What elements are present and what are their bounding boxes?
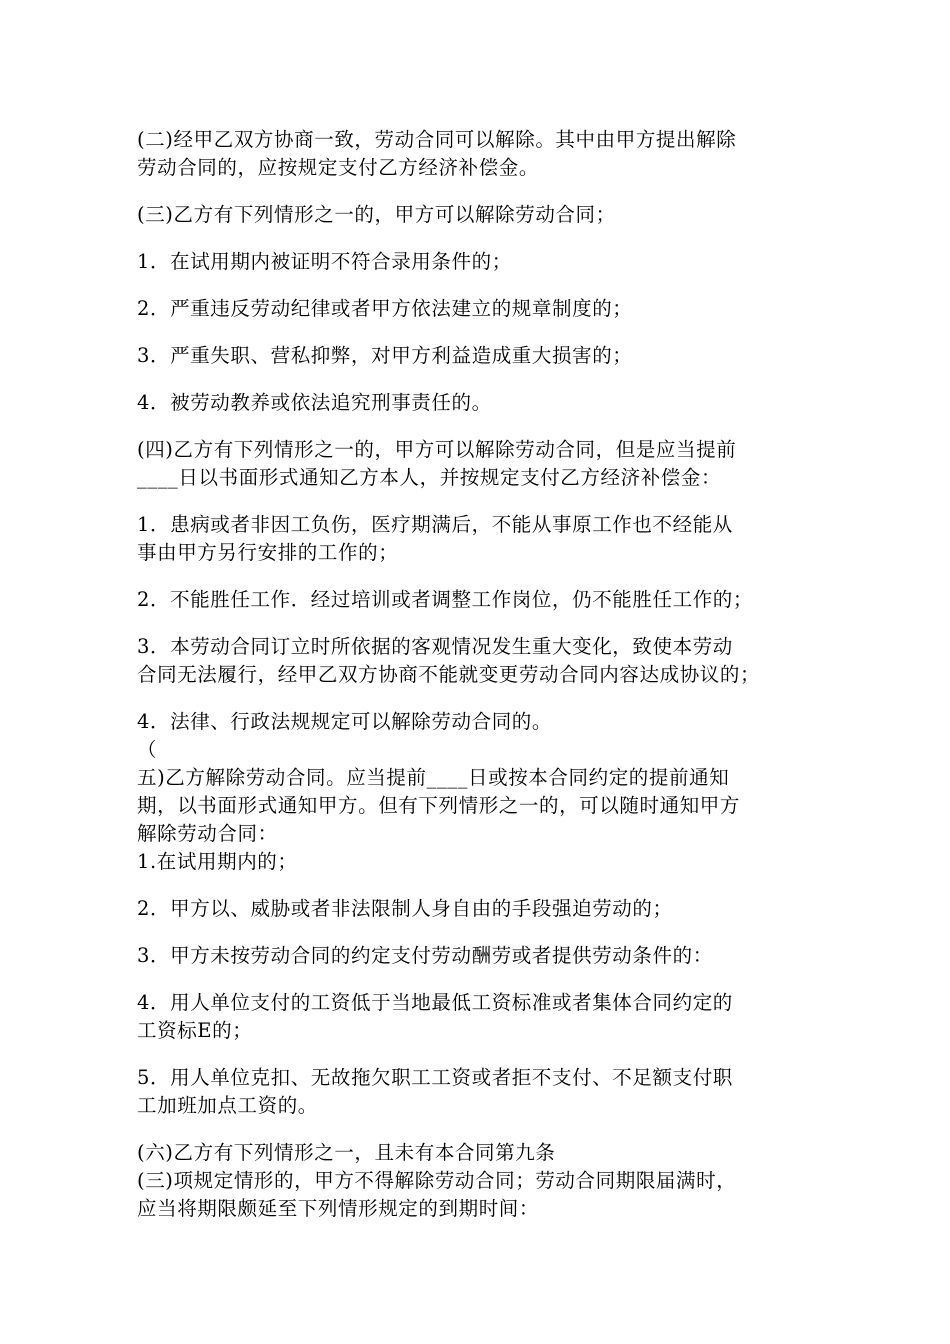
paragraph-p1 — [137, 126, 817, 182]
text-line: 1．在试用期内被证明不符合录用条件的； — [137, 250, 512, 273]
paragraph-p6 — [137, 389, 817, 417]
paragraph-spacer — [137, 370, 817, 389]
text-line: （ — [137, 738, 158, 761]
text-line: 期，以书面形式通知甲方。但有下列情形之一的，可以随时通知甲方 — [137, 794, 741, 817]
text-line: ____日以书面形式通知乙方本人，并按规定支付乙方经济补偿金： — [137, 466, 722, 489]
text-line: 合同无法履行，经甲乙双方协商不能就变更劳动合同内容达成协议的； — [137, 663, 761, 686]
paragraph-spacer — [137, 876, 817, 895]
text-line: 1．患病或者非因工负伤，医疗期满后，不能从事原工作也不经能从 — [137, 513, 733, 536]
paragraph-p14 — [137, 989, 817, 1045]
paragraph-p16 — [137, 1139, 817, 1223]
text-line: 劳动合同的，应按规定支付乙方经济补偿金。 — [137, 156, 540, 179]
text-line: 3．甲方未按劳动合同的约定支付劳动酬劳或者提供劳动条件的： — [137, 944, 713, 967]
paragraph-p4 — [137, 295, 817, 323]
paragraph-spacer — [137, 689, 817, 708]
text-line: (六)乙方有下列情形之一，且未有本合同第九条 — [137, 1141, 556, 1164]
text-line: 2．不能胜任工作．经过培训或者调整工作岗位，仍不能胜任工作的； — [137, 588, 754, 611]
text-line: 五)乙方解除劳动合同。应当提前____日或按本合同约定的提前通知 — [137, 766, 730, 789]
text-line: 应当将期限颇延至下列情形规定的到期时间： — [137, 1197, 540, 1220]
text-line: 3．严重失职、营私抑弊，对甲方利益造成重大损害的； — [137, 344, 633, 367]
paragraph-spacer — [137, 492, 817, 511]
text-line: (三)乙方有下列情形之一的，甲方可以解除劳动合同； — [137, 203, 616, 226]
paragraph-p7 — [137, 436, 817, 492]
text-line: 3．本劳动合同订立时所依据的客观情况发生重大变化，致使本劳动 — [137, 635, 733, 658]
text-line: 4．被劳动教养或依法追究刑事责任的。 — [137, 391, 492, 414]
text-line: 解除劳动合同： — [137, 822, 278, 845]
paragraph-spacer — [137, 1120, 817, 1139]
paragraph-p11 — [137, 708, 817, 876]
paragraph-p15 — [137, 1064, 817, 1120]
paragraph-p3 — [137, 248, 817, 276]
text-line: (四)乙方有下列情形之一的，甲方可以解除劳动合同，但是应当提前 — [137, 438, 737, 461]
document-body — [137, 126, 817, 1223]
paragraph-p12 — [137, 895, 817, 923]
text-line: 工资标E的； — [137, 1019, 253, 1042]
paragraph-spacer — [137, 229, 817, 248]
paragraph-spacer — [137, 182, 817, 201]
paragraph-p2 — [137, 201, 817, 229]
paragraph-spacer — [137, 417, 817, 436]
paragraph-p5 — [137, 342, 817, 370]
paragraph-spacer — [137, 276, 817, 295]
paragraph-spacer — [137, 567, 817, 586]
paragraph-p9 — [137, 586, 817, 614]
text-line: 2．甲方以、威胁或者非法限制人身自由的手段强迫劳动的； — [137, 897, 673, 920]
paragraph-p10 — [137, 633, 817, 689]
paragraph-spacer — [137, 1045, 817, 1064]
text-line: 5．用人单位克扣、无故拖欠职工工资或者拒不支付、不足额支付职 — [137, 1066, 733, 1089]
text-line: 工加班加点工资的。 — [137, 1094, 318, 1117]
text-line: 4．用人单位支付的工资低于当地最低工资标准或者集体合同约定的 — [137, 991, 733, 1014]
text-line: (二)经甲乙双方协商一致，劳动合同可以解除。其中由甲方提出解除 — [137, 128, 737, 151]
text-line: 4．法律、行政法规规定可以解除劳动合同的。 — [137, 710, 553, 733]
paragraph-spacer — [137, 614, 817, 633]
paragraph-spacer — [137, 323, 817, 342]
paragraph-spacer — [137, 923, 817, 942]
paragraph-spacer — [137, 970, 817, 989]
text-line: (三)项规定情形的，甲方不得解除劳动合同；劳动合同期限届满时， — [137, 1169, 737, 1192]
paragraph-p8 — [137, 511, 817, 567]
paragraph-p13 — [137, 942, 817, 970]
text-line: 事由甲方另行安排的工作的； — [137, 541, 399, 564]
text-line: 1.在试用期内的； — [137, 850, 298, 873]
text-line: 2．严重违反劳动纪律或者甲方依法建立的规章制度的； — [137, 297, 633, 320]
